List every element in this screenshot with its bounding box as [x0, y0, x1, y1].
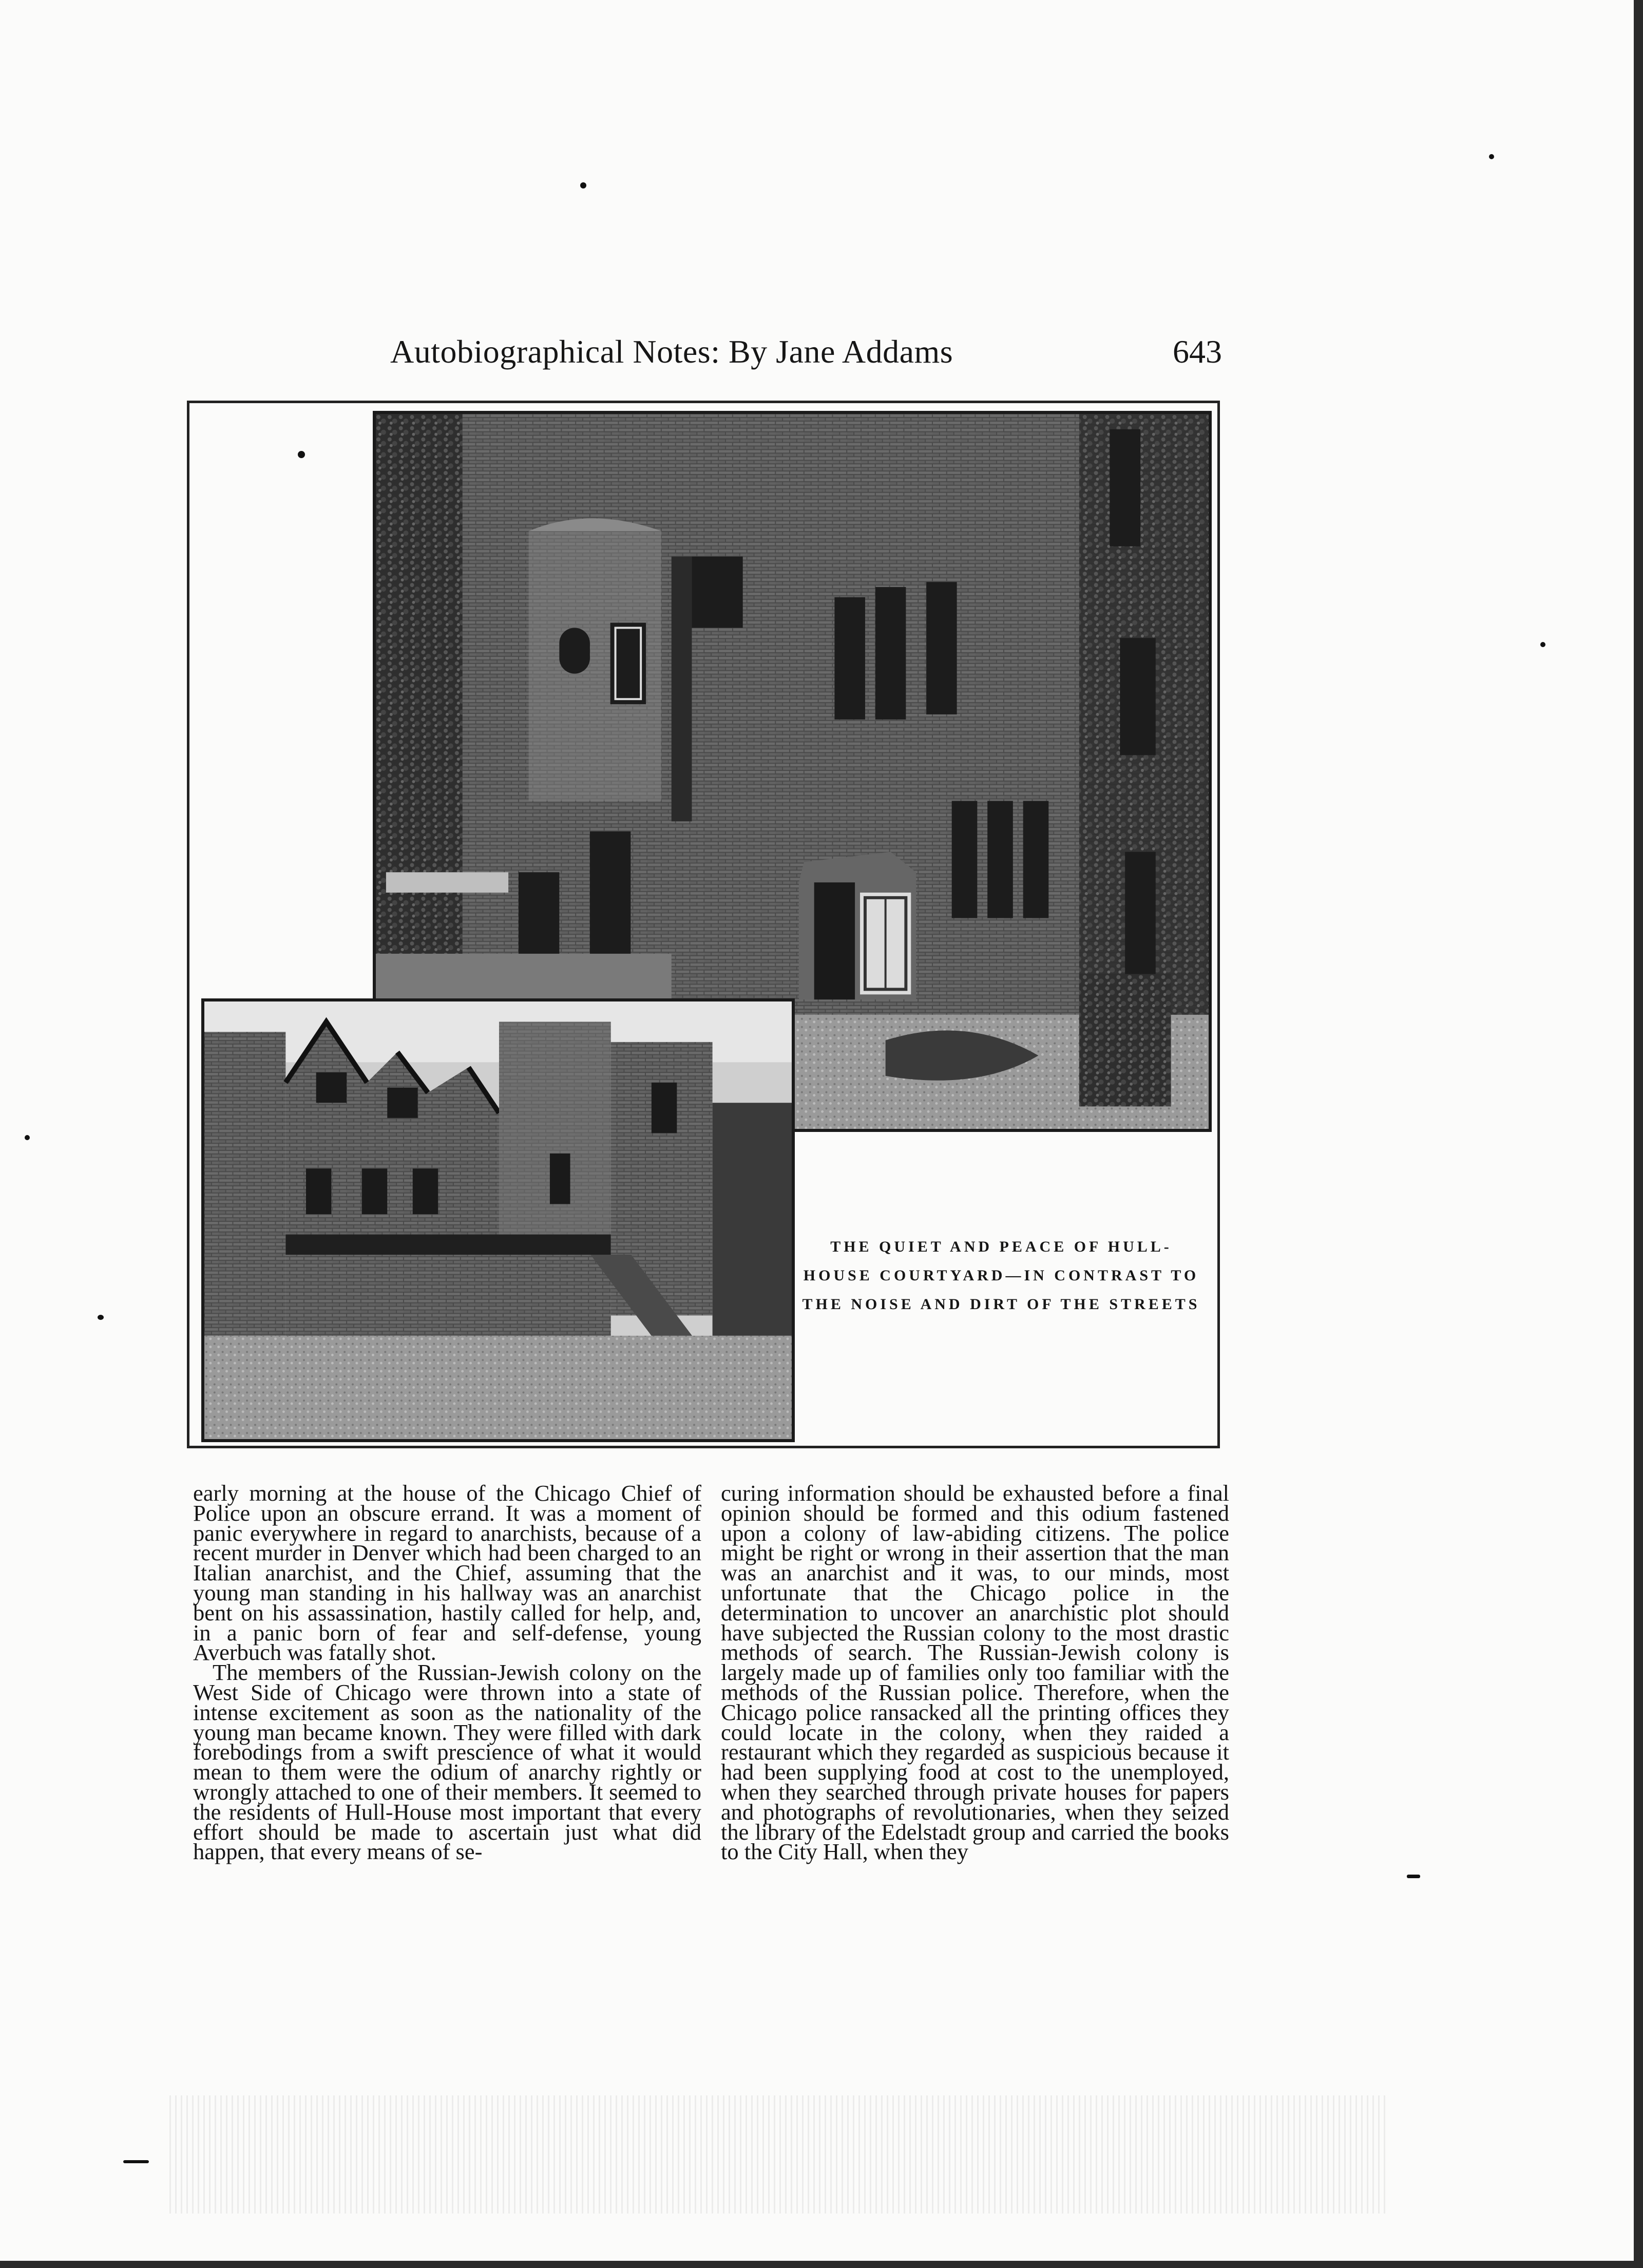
paragraph: early morning at the house of the Chicago Chief of Police upon an obscure errand. It was a moment of panic everywhere in regard to anarchists, because of a recent murder in Denver which had been charged to an Italian anarchist, and the Chief, assuming that the young man standing in his hallway was an anarchist bent on his assassination, hastily called for help, and, in a panic born of fear and self-defense, young Averbuch was fatally shot. [193, 1480, 701, 1666]
scan-speck [1407, 1875, 1420, 1878]
figure-caption: THE QUIET AND PEACE OF HULL-HOUSE COURTYARD—IN CONTRAST TO THE NOISE AND DIRT OF THE STREETS [802, 1238, 1200, 1313]
scan-bleed-through [169, 2095, 1386, 2214]
scan-edge-bottom [0, 2261, 1643, 2268]
courtyard-photo-lower [201, 998, 795, 1442]
scan-edge-right [1634, 0, 1643, 2268]
scan-speck [123, 2160, 149, 2163]
running-header [390, 333, 1222, 379]
scan-speck [1540, 642, 1545, 647]
scan-speck [1489, 154, 1494, 159]
scan-speck [25, 1135, 30, 1140]
scan-speck [98, 1315, 104, 1320]
paragraph: The members of the Russian-Jewish colony on the West Side of Chicago were thrown into a state of intense excitement as soon as the nationality of the young man became known. They were filled with dark forebodings from a swift prescience of what it would mean to them were the odium of anarchy rightly or wrongly attached to one of their members. It seemed to the residents of Hull-House most important that every effort should be made to ascertain just what did happen, that every means of se- [193, 1659, 701, 1865]
paragraph: curing information should be exhausted before a final opinion should be formed and this odium fastened upon a colony of law-abiding citizens. The police might be right or wrong in their assertion that the man was an anarchist and it was, to our minds, most unfortunate that the Chicago police in the determination to uncover an anarchistic plot should have subjected the Russian colony to the most drastic methods of search. The Russian-Jewish colony is largely made up of families only too familiar with the methods of the Russian police. Therefore, when the Chicago police ransacked all the printing offices they could locate in the colony, when they raided a restaurant which they regarded as suspicious because it had been supplying food at cost to the unemployed, when they searched through private houses for papers and photographs of revolutionaries, when they seized the library of the Edelstadt group and carried the books to the City Hall, when they [721, 1480, 1229, 1865]
scan-speck [298, 451, 305, 458]
scan-speck [580, 182, 586, 188]
running-title: Autobiographical Notes: By Jane Addams [390, 333, 953, 370]
text-column-left [193, 1480, 701, 1865]
courtyard-photo-lower-illustration [204, 1001, 792, 1439]
page-number: 643 [1173, 333, 1222, 370]
text-column-right [721, 1480, 1229, 1865]
